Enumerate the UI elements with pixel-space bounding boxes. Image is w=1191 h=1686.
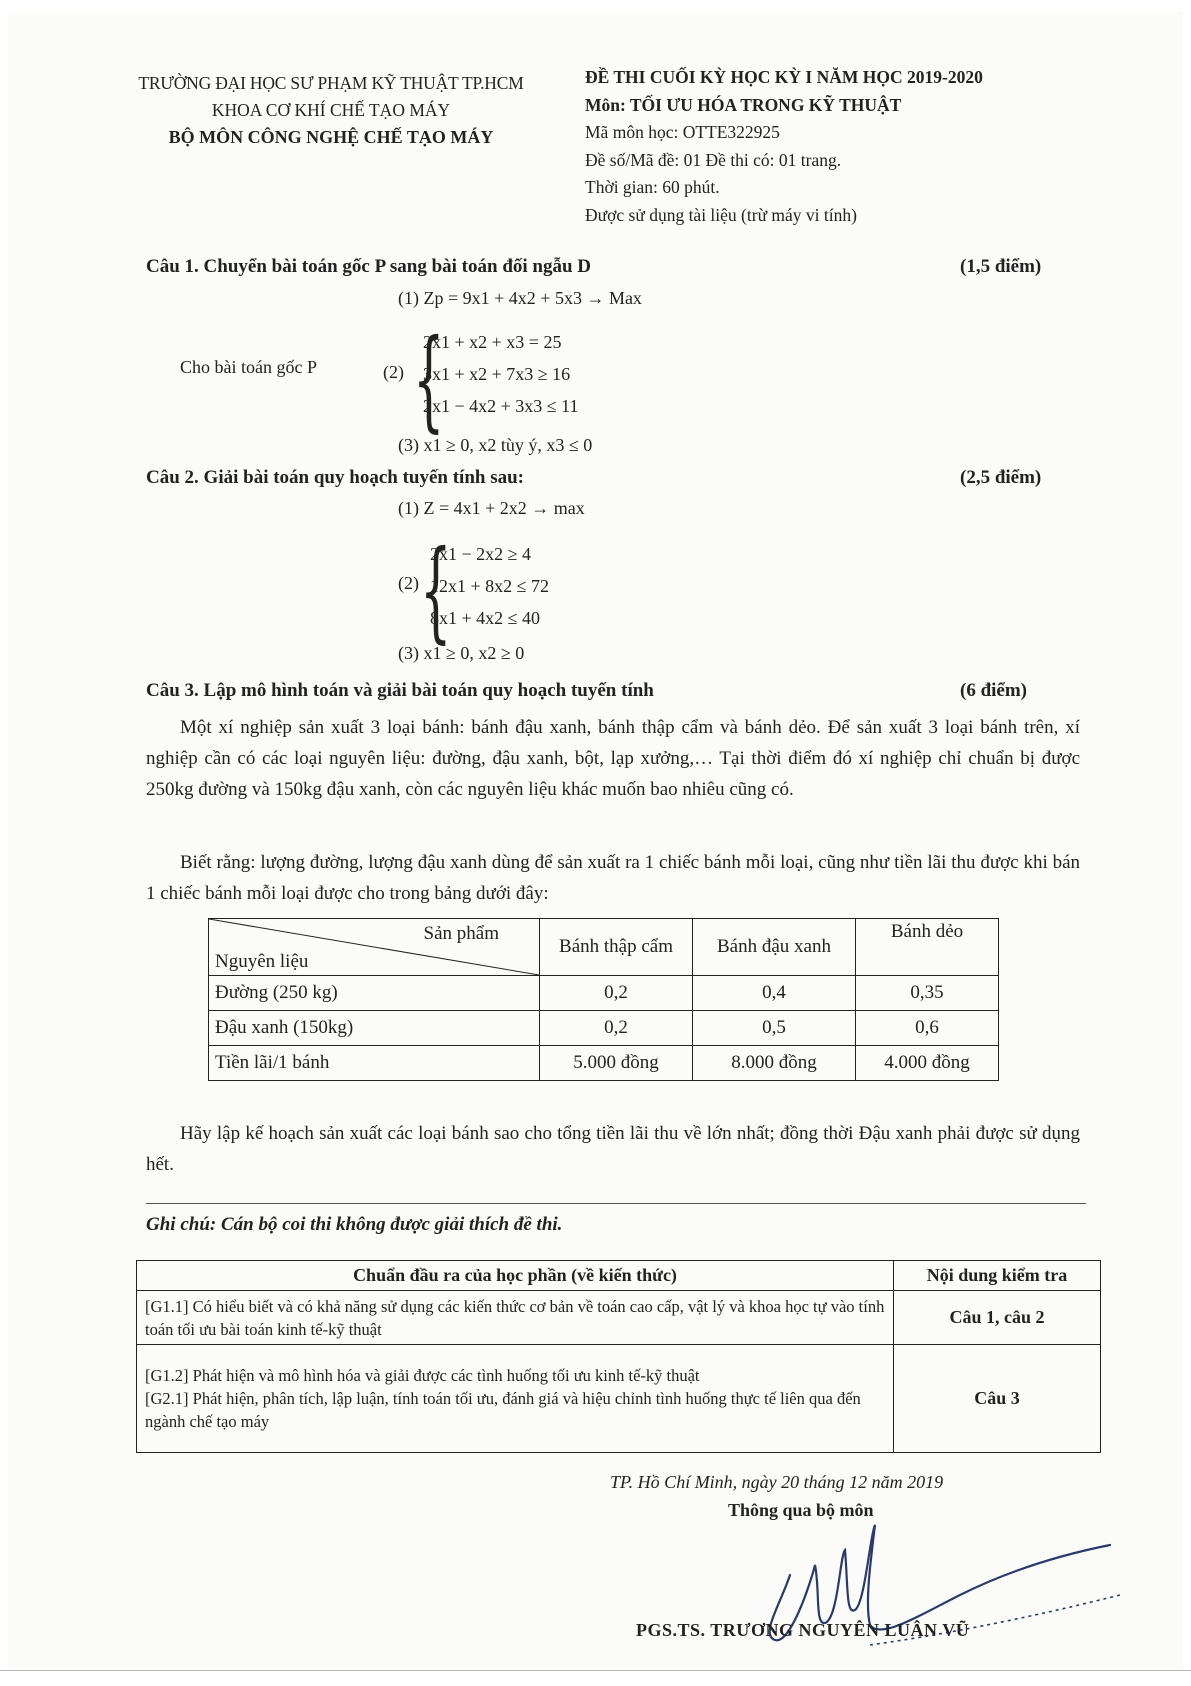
cell-1-1: 0,2 [540,976,693,1011]
exam-number: Đề số/Mã đề: 01 Đề thi có: 01 trang. [585,149,842,170]
q1-constraint-2: 3x1 + x2 + 7x3 ≥ 16 [423,364,571,384]
q3-data-table [208,918,999,1081]
q3-paragraph-1: Một xí nghiệp sản xuất 3 loại bánh: bánh đậu xanh, bánh thập cẩm và bánh dẻo. Để sản xuất 3 loại bánh trên, xí nghiệp cần có các loại nguyên liệu: đường, đậu xanh, bột, lạp xưởng,… Tại thời điểm đó xí nghiệp chỉ chuẩn bị được 250kg đường và 150kg đậu xanh, còn các nguyên liệu khác muốn bao nhiêu cũng có. [146,717,1080,800]
cell-3-3: 4.000 đồng [856,1046,999,1081]
exam-title: ĐỀ THI CUỐI KỲ HỌC KỲ I NĂM HỌC 2019-2020 [585,67,983,87]
q3-points: (6 điểm) [960,680,1028,701]
materials-note: Được sử dụng tài liệu (trừ máy vi tính) [585,204,857,225]
outcomes-header-2: Nội dung kiểm tra [894,1261,1101,1291]
q3-paragraph-2: Biết rằng: lượng đường, lượng đậu xanh dùng để sản xuất ra 1 chiếc bánh mỗi loại, cũng như tiền lãi thu được khi bán 1 chiếc bánh mỗi loại được cho trong bảng dưới đây: [146,852,1080,904]
q1-constraints [423,326,579,422]
cell-2-3: 0,6 [856,1011,999,1046]
cell-3-2: 8.000 đồng [693,1046,856,1081]
q1-constraint-index: (2) [383,362,404,382]
q2-title: Câu 2. Giải bài toán quy hoạch tuyến tính sau: [146,467,524,488]
q1-objective: (1) Zp = 9x1 + 4x2 + 5x3 → Max [398,288,642,308]
q2-constraint-index: (2) [398,573,419,593]
table-corner-cell [209,919,540,976]
q1-constraint-1: 2x1 + x2 + x3 = 25 [423,332,562,352]
institution-header [86,70,576,151]
q3-title: Câu 3. Lập mô hình toán và giải bài toán quy hoạch tuyến tính [146,680,654,701]
col-header-2: Bánh đậu xanh [693,919,856,976]
faculty-name: KHOA CƠ KHÍ CHẾ TẠO MÁY [211,100,451,120]
corner-bottom-label: Nguyên liệu [215,951,309,972]
q1-title: Câu 1. Chuyển bài toán gốc P sang bài toán đối ngẫu D [146,256,592,277]
cell-2-2: 0,5 [693,1011,856,1046]
subject: Môn: TỐI ƯU HÓA TRONG KỸ THUẬT [585,94,902,115]
signer-name: PGS.TS. TRƯƠNG NGUYÊN LUÂN VŨ [636,1620,970,1640]
outcomes-table-wrap [136,1260,1101,1453]
row-label-1: Đường (250 kg) [209,976,540,1011]
course-code: Mã môn học: OTTE322925 [585,122,780,142]
corner-top-label: Sản phẩm [423,923,499,944]
q3-paragraph-3: Hãy lập kế hoạch sản xuất các loại bánh sao cho tổng tiền lãi thu về lớn nhất; đồng thời Đậu xanh phải được sử dụng hết. [146,1123,1080,1175]
q1-brace: { [413,315,445,443]
note-divider [146,1203,1086,1204]
q2-objective: (1) Z = 4x1 + 2x2 → max [398,498,585,518]
q2-constraint-2: 12x1 + 8x2 ≤ 72 [430,576,550,596]
university-name: TRƯỜNG ĐẠI HỌC SƯ PHẠM KỸ THUẬT TP.HCM [138,73,524,93]
cell-1-3: 0,35 [856,976,999,1011]
department-name: BỘ MÔN CÔNG NGHỆ CHẾ TẠO MÁY [168,127,494,147]
cell-1-2: 0,4 [693,976,856,1011]
sign-date: TP. Hồ Chí Minh, ngày 20 tháng 12 năm 2019 [610,1472,944,1492]
row-label-2: Đậu xanh (150kg) [209,1011,540,1046]
q2-constraints [430,538,549,634]
cell-3-1: 5.000 đồng [540,1046,693,1081]
q1-points: (1,5 điểm) [960,256,1042,277]
q2-constraint-3: 8x1 + 4x2 ≤ 40 [430,608,541,628]
duration: Thời gian: 60 phút. [585,177,720,197]
outcome-row-2 [137,1345,894,1453]
exam-info-header [585,64,1105,229]
col-header-3: Bánh dẻo [856,919,999,976]
outcome-g21: [G2.1] Phát hiện, phân tích, lập luận, tính toán tối ưu, đánh giá và hiệu chỉnh tình huống thực tế liên qua đến ngành chế tạo máy [145,1389,861,1431]
outcome-row-1: [G1.1] Có hiểu biết và có khả năng sử dụng các kiến thức cơ bản về toán cao cấp, vật lý và khoa học tự vào tính toán tối ưu bài toán kinh tế-kỹ thuật [137,1291,894,1345]
outcome-g12: [G1.2] Phát hiện và mô hình hóa và giải được các tình huống tối ưu kinh tế-kỹ thuật [145,1366,700,1385]
q2-signs: (3) x1 ≥ 0, x2 ≥ 0 [398,643,525,663]
outcomes-table [136,1260,1101,1453]
row-label-3: Tiền lãi/1 bánh [209,1046,540,1081]
outcome-check-1: Câu 1, câu 2 [894,1291,1101,1345]
col-header-1: Bánh thập cẩm [540,919,693,976]
outcomes-header-1: Chuẩn đầu ra của học phần (về kiến thức) [137,1261,894,1291]
sign-role: Thông qua bộ môn [728,1500,874,1520]
cell-2-1: 0,2 [540,1011,693,1046]
q1-signs: (3) x1 ≥ 0, x2 tùy ý, x3 ≤ 0 [398,435,593,455]
q1-given-label: Cho bài toán gốc P [180,357,317,377]
page-bottom-edge [0,1670,1191,1686]
outcome-check-2: Câu 3 [894,1345,1101,1453]
q2-brace: { [420,526,452,654]
q1-constraint-3: 2x1 − 4x2 + 3x3 ≤ 11 [423,396,579,416]
q2-constraint-1: 2x1 − 2x2 ≥ 4 [430,544,532,564]
q3-data-table-wrap [208,918,999,1081]
proctor-note: Ghi chú: Cán bộ coi thi không được giải thích đề thi. [146,1214,563,1235]
q2-points: (2,5 điểm) [960,467,1042,488]
